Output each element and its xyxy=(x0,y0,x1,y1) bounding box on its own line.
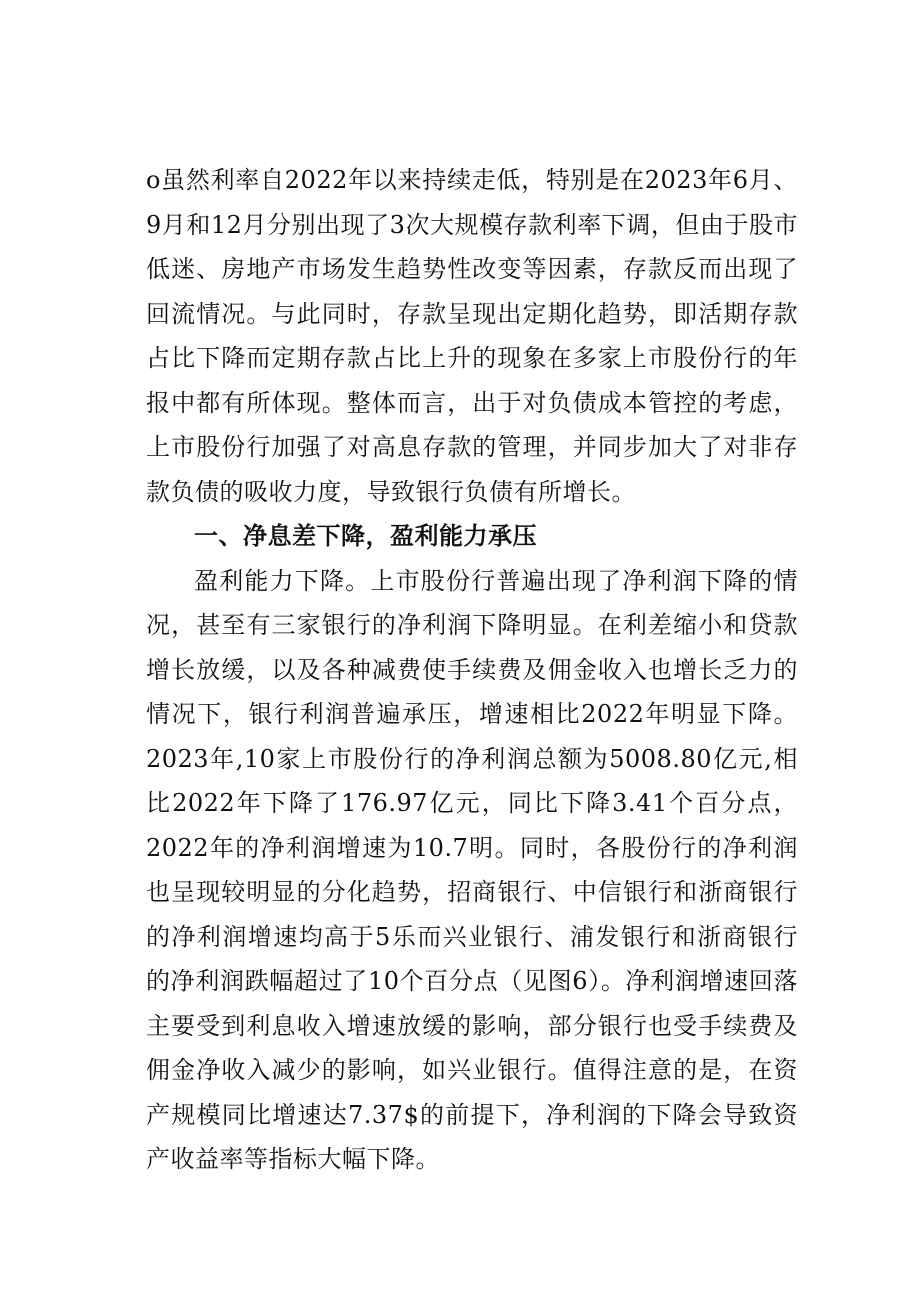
paragraph-deposits: o虽然利率自2022年以来持续走低，特别是在2023年6月、9月和12月分别出现了3次大规模存款利率下调，但由于股市低迷、房地产市场发生趋势性改变等因素，存款反而出现了回流情况。与此同时，存款呈现出定期化趋势，即活期存款占比下降而定期存款占比上升的现象在多家上市股份行的年报中都有所体现。整体而言，出于对负债成本管控的考虑，上市股份行加强了对高息存款的管理，并同步加大了对非存款负债的吸收力度，导致银行负债有所增长。 xyxy=(146,166,798,506)
document-body xyxy=(146,158,798,1182)
section-heading: 一、净息差下降，盈利能力承压 xyxy=(194,522,537,550)
paragraph-profitability: 盈利能力下降。上市股份行普遍出现了净利润下降的情况，甚至有三家银行的净利润下降明显。在利差缩小和贷款增长放缓，以及各种减费使手续费及佣金收入也增长乏力的情况下，银行利润普遍承压，增速相比2022年明显下降。2023年,10家上市股份行的净利润总额为5008.80亿元,相比2022年下降了176.97亿元，同比下降3.41个百分点，2022年的净利润增速为10.7明。同时，各股份行的净利润也呈现较明显的分化趋势，招商银行、中信银行和浙商银行的净利润增速均高于5乐而兴业银行、浦发银行和浙商银行的净利润跌幅超过了10个百分点（见图6）。净利润增速回落主要受到利息收入增速放缓的影响，部分银行也受手续费及佣金净收入减少的影响，如兴业银行。值得注意的是，在资产规模同比增速达7.37$的前提下，净利润的下降会导致资产收益率等指标大幅下降。 xyxy=(146,566,798,1173)
